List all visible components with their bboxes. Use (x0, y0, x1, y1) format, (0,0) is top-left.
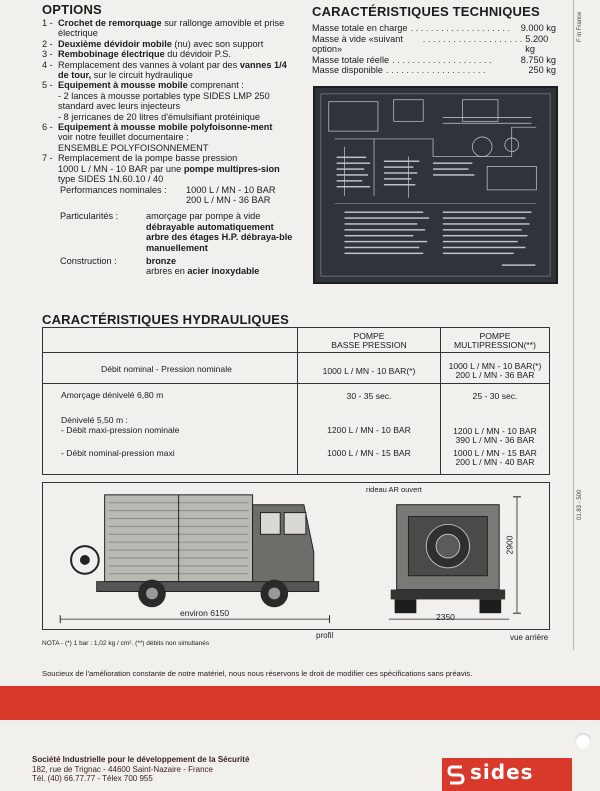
hydraulics-table (42, 327, 550, 475)
truck-rear-drawing (391, 505, 505, 614)
nota: NOTA - (*) 1 bar : 1,02 kg / cm². (**) débits non simultanés (42, 640, 210, 647)
hydraulics-title: CARACTÉRISTIQUES HYDRAULIQUES (42, 312, 290, 327)
options-section (42, 2, 292, 277)
tech-row: Masse totale réelle . . . . . . . . . . . . . . . . . . . . 8.750 kg (312, 54, 556, 65)
tech-title: CARACTÉRISTIQUES TECHNIQUES (312, 4, 540, 19)
company-address: 182, rue de Trignac - 44600 Saint-Nazaire - France (32, 764, 213, 774)
margin-rule (573, 0, 574, 650)
profile-caption: profil (316, 631, 334, 640)
option-item: 2 - Deuxième dévidoir mobile (nu) avec son support (42, 38, 264, 49)
option-item: 3 - Rembobinage électrique du dévidoir P.S. (42, 49, 231, 60)
company-name: Société Industrielle pour le développement de la Sécurité (32, 755, 250, 764)
tech-row: Masse disponible . . . . . . . . . . . . . . . . . . . . 250 kg (312, 65, 556, 75)
side-label: F in France (577, 11, 583, 42)
option-sub: ENSEMBLE POLYFOISONNEMENT (58, 142, 209, 153)
option-item: 5 - Equipement à mousse mobile comprenant : (42, 80, 244, 91)
tech-row: Masse à vide «suivant option» . . . . . . . . . . . . . . . . . . . . 5.200 kg (312, 33, 549, 54)
performances: Performances nominales : 1000 L / MN - 10 BAR 200 L / MN - 36 BAR (60, 184, 276, 205)
length-dimension: environ 6150 (180, 608, 230, 618)
options-list (42, 18, 292, 277)
tech-rows (312, 23, 556, 76)
red-band (0, 686, 600, 720)
table-col-labels: Débit nominal - Pression nominale Amorçage dénivelé 6,80 m Dénivelé 5,50 m : - Débit maxi-pression nominale - Débit nominal-pression maxi (43, 328, 298, 474)
logo-word: sides (470, 760, 534, 784)
option-sub: 1000 L / MN - 10 BAR par une pompe multipres-sion type SIDES 1N.60.10 / 40 (58, 163, 280, 185)
rear-view-caption: vue arrière (510, 633, 549, 642)
disclaimer: Soucieux de l'amélioration constante de notre matériel, nous nous réservons le droit de modifier ces spécifications sans préavis. (42, 669, 473, 678)
option-item: 4 - Remplacement des vannes à volant par des vannes 1/4 de tour, sur le circuit hydraulique (42, 59, 287, 81)
option-sub: - 2 lances à mousse portables type SIDES LMP 250 standard avec leurs injecteurs (58, 90, 270, 112)
height-dimension: 2900 (504, 535, 515, 555)
construction: Construction : bronze arbres en acier inoxydable (60, 255, 260, 277)
rear-curtain-label: rideau AR ouvert (366, 485, 422, 494)
sides-logo (442, 758, 572, 791)
company-phone: Tél. (40) 66.77.77 - Télex 700 955 (32, 774, 153, 783)
tech-section (312, 4, 556, 76)
truck-profile-drawing (71, 495, 319, 607)
side-code: 01.83 - 500 (577, 489, 583, 520)
table-col-mp: POMPE MULTIPRESSION(**) 1000 L / MN - 10 BAR(*) 200 L / MN - 36 BAR 25 - 30 sec. 1200 L / MN - 10 BAR 390 L / MN - 36 BAR 1000 L / MN - 15 BAR 200 L / MN - 40 BAR (448, 331, 542, 467)
option-item: 6 - Equipement à mousse mobile polyfoisonne-ment (42, 122, 273, 133)
option-sub: voir notre feuillet documentaire : (58, 132, 189, 143)
option-item: 1 - Crochet de remorquage sur rallonge amovible et prise électrique (42, 18, 285, 39)
option-sub: - 8 jerricanes de 20 litres d'émulsifiant protéinique (58, 111, 260, 122)
hydraulic-schema-photo (313, 86, 558, 284)
punch-hole (575, 733, 591, 749)
logo-mark-icon (448, 764, 464, 786)
width-dimension: 2350 (436, 612, 455, 622)
company-block (32, 755, 249, 784)
vehicle-drawings (42, 482, 550, 630)
table-col-bp: POMPE BASSE PRESSION 1000 L / MN - 10 BAR(*) 30 - 35 sec. 1200 L / MN - 10 BAR 1000 L / MN - 15 BAR (298, 328, 441, 474)
tech-row: Masse totale en charge . . . . . . . . . . . . . . . . . . . . 9.000 kg (312, 23, 556, 33)
options-title: OPTIONS (42, 2, 102, 17)
particularites: Particularités : amorçage par pompe à vide débrayable automatiquement arbre des étages H.P. débraya-ble manuellement (60, 211, 293, 253)
option-item: 7 - Remplacement de la pompe basse pression (42, 153, 238, 164)
